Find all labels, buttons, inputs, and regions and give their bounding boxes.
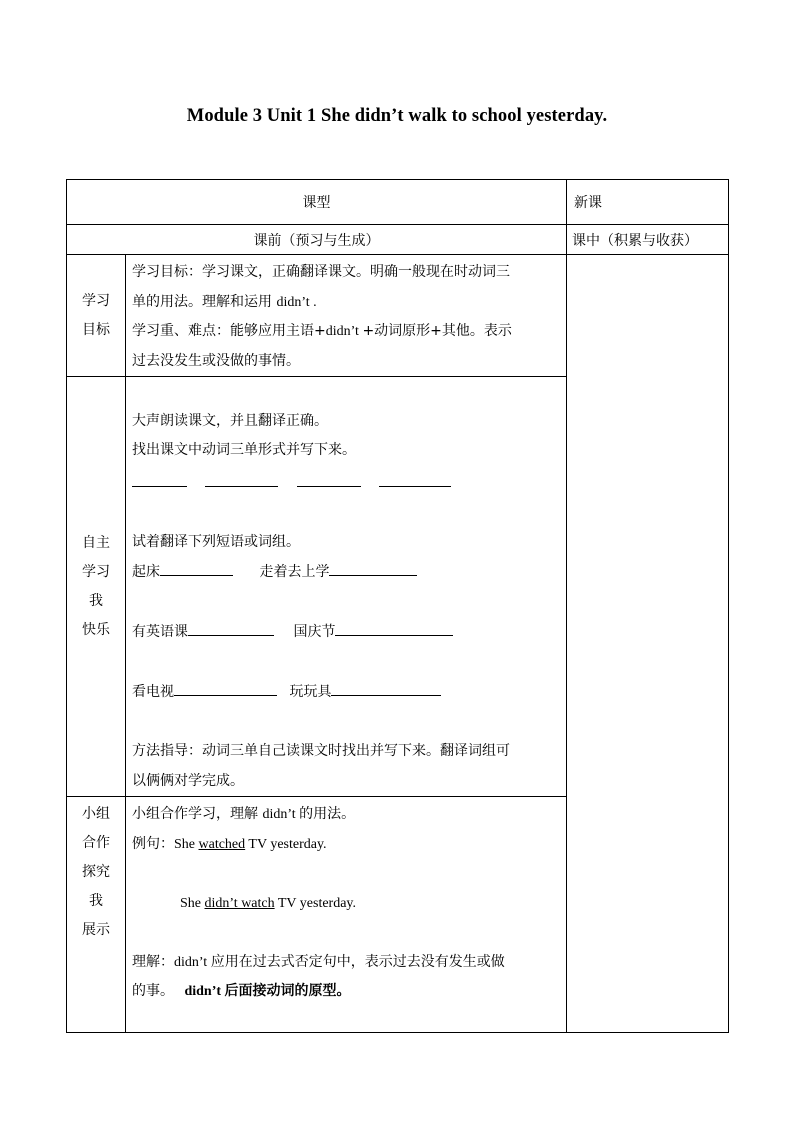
didnt-term: didn’t	[174, 954, 211, 970]
group-work-label-line: 探究	[82, 864, 110, 880]
example-sentence-2	[132, 889, 562, 919]
spacer	[132, 498, 562, 528]
self-study-label-line: 自主	[82, 534, 110, 551]
answer-blank[interactable]	[335, 617, 453, 636]
spacer	[132, 859, 562, 889]
example-sentence-1	[132, 830, 562, 860]
didnt-term: didn’t	[325, 324, 363, 339]
example-text: TV yesterday.	[245, 836, 327, 852]
group-work-label	[67, 797, 126, 1033]
objectives-content	[126, 255, 567, 377]
phrase-label: 有英语课	[132, 624, 188, 640]
phrase-row-3	[132, 677, 562, 708]
self-study-content	[126, 377, 567, 797]
objectives-label-line: 目标	[82, 321, 110, 338]
objectives-line-3-text-end: +动词原形+其他。表示	[362, 323, 512, 339]
self-study-label-line: 快乐	[82, 621, 110, 638]
intro-text: 小组合作学习，理解	[132, 806, 263, 822]
self-study-label	[67, 377, 126, 797]
self-study-label-line: 我	[89, 592, 103, 609]
header-row-phase	[67, 225, 729, 255]
objectives-line-1: 学习目标：学习课文，正确翻译课文。明确一般现在时动词三	[132, 264, 510, 280]
in-class-notes-area	[567, 255, 729, 1033]
objectives-label	[67, 255, 126, 377]
objectives-label-line: 学习	[82, 292, 110, 309]
phrase-label: 看电视	[132, 684, 174, 700]
understanding-text: 应用在过去式否定句中，表示过去没有发生或做	[210, 953, 505, 970]
phrase-label: 走着去上学	[259, 564, 330, 580]
spacer	[132, 648, 562, 678]
lesson-type-label: 课型	[67, 180, 567, 225]
verb-answer-blanks	[132, 468, 562, 499]
didnt-term: didn’t .	[276, 294, 317, 310]
header-row-type	[67, 180, 729, 225]
understanding-text: 的事。	[132, 983, 179, 999]
find-verbs-task: 找出课文中动词三单形式并写下来。	[132, 442, 356, 458]
group-work-label-line: 合作	[82, 835, 110, 851]
phrase-label: 国庆节	[293, 624, 336, 640]
self-study-label-line: 学习	[82, 563, 110, 580]
spacer	[132, 918, 562, 948]
understanding-line-2	[132, 977, 562, 1007]
phrase-row-2	[132, 617, 562, 648]
example-text: TV yesterday.	[274, 895, 357, 911]
example-highlight: watched	[198, 836, 246, 852]
spacer	[132, 708, 562, 738]
group-work-content	[126, 797, 567, 1033]
objectives-line-3	[132, 317, 562, 347]
page-title: Module 3 Unit 1 She didn’t walk to school yesterday.	[186, 106, 608, 126]
answer-blank[interactable]	[205, 468, 278, 487]
objectives-row	[67, 255, 729, 377]
translate-task: 试着翻译下列短语或词组。	[132, 533, 300, 550]
answer-blank[interactable]	[379, 468, 451, 487]
group-work-label-line: 小组	[82, 806, 110, 822]
understanding-line-1	[132, 948, 562, 978]
phrase-label: 玩玩具	[289, 684, 332, 700]
example-highlight: didn’t watch	[204, 895, 275, 911]
answer-blank[interactable]	[331, 677, 441, 696]
answer-blank[interactable]	[132, 468, 187, 487]
didnt-term: didn’t	[262, 807, 300, 822]
spacer	[132, 377, 562, 407]
answer-blank[interactable]	[188, 617, 274, 636]
didnt-term-bold: didn’t	[184, 984, 225, 999]
answer-blank[interactable]	[329, 557, 417, 576]
example-text: She	[180, 895, 205, 911]
group-work-label-line: 我	[89, 893, 103, 909]
method-guide-line-2: 以俩俩对学完成。	[132, 772, 244, 789]
answer-blank[interactable]	[160, 557, 233, 576]
pre-class-header: 课前（预习与生成）	[67, 225, 567, 255]
in-class-header: 课中（积累与收获）	[567, 225, 729, 255]
example-text: She	[174, 836, 199, 852]
read-aloud-task: 大声朗读课文，并且翻译正确。	[132, 412, 328, 429]
phrase-row-1	[132, 557, 562, 588]
lesson-type-value: 新课	[567, 180, 729, 225]
objectives-line-2	[132, 288, 562, 318]
objectives-line-4: 过去没发生或没做的事情。	[132, 352, 300, 369]
lesson-plan-table	[66, 179, 729, 1033]
method-guide-line-1: 方法指导：动词三单自己读课文时找出并写下来。翻译词组可	[132, 743, 510, 759]
understanding-text: 理解：	[132, 953, 174, 970]
understanding-rule: 后面接动词的原型。	[224, 983, 351, 999]
phrase-label: 起床	[132, 564, 160, 580]
example-label: 例句：	[132, 835, 174, 852]
objectives-line-3-text: 学习重、难点：能够应用主语+	[132, 323, 326, 339]
answer-blank[interactable]	[297, 468, 361, 487]
group-work-label-line: 展示	[82, 922, 110, 938]
intro-text-end: 的用法。	[299, 806, 356, 822]
spacer	[132, 588, 562, 618]
objectives-line-2-text: 单的用法。理解和运用	[132, 293, 277, 310]
answer-blank[interactable]	[174, 677, 277, 696]
group-work-intro	[132, 800, 562, 830]
